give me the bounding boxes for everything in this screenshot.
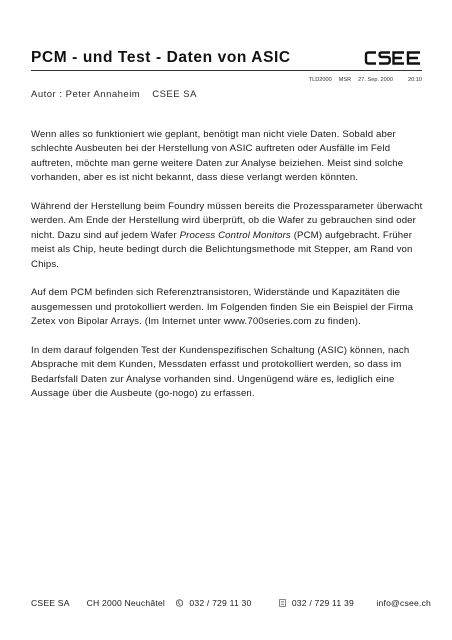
footer-fax-number: 032 / 729 11 39 (291, 598, 354, 608)
paragraph-2-text-a: Während der Herstellung beim Foundry müssen bereits die Prozessparameter überwacht werden. Am Ende der Herstellung wird überprüft, ob die Wafer zu gebrauchen sind oder nicht. Dazu sind auf jedem Wafer (31, 201, 423, 241)
footer-fax (279, 598, 377, 608)
header-rule (31, 70, 422, 71)
phone-icon (176, 599, 183, 607)
paragraph-1: Wenn alles so funktioniert wie geplant, benötigt man nicht viele Daten. Sobald aber schlechte Ausbeuten bei der Herstellung von ASIC auftreten oder Ausfälle im Feld auftreten, möchte man gerne weitere Daten zur Analyse beiziehen. Meist sind solche vorhanden, aber es ist nicht bekannt, dass diese verlangt werden könnten. (31, 129, 404, 184)
doc-time: 20:10 (408, 77, 422, 83)
csee-logo (364, 50, 422, 66)
paragraph-3: Auf dem PCM befinden sich Referenztransistoren, Widerstände und Kapazitäten die ausgemessen und protokolliert werden. Im Folgenden finden Sie ein Beispiel der Firma Zetex von Bipolar Arrays. (Im Internet unter www.700series.com zu finden). (31, 287, 414, 328)
page-title: PCM - und Test - Daten von ASIC (31, 49, 291, 66)
author-line (31, 89, 197, 100)
footer-phone (176, 598, 278, 608)
page-footer (31, 598, 431, 608)
fax-icon (279, 599, 286, 607)
author-code: MSR (338, 77, 352, 83)
paragraph-2-text-b: (PCM) aufgebracht. Früher meist als Chip, heute bedingt durch die Belichtungsmethode mit Stepper, am Rand von Chips. (31, 229, 413, 270)
document-meta (309, 77, 422, 83)
paragraph-4: In dem darauf folgenden Test der Kundenspezifischen Schaltung (ASIC) können, nach Absprache mit dem Kunden, Messdaten erfasst und protokolliert werden, so dass im Bedarfsfall Daten zur Analyse vorhanden sind. Ungenügend wäre es, lediglich eine Aussage über die Ausbeute (go-nogo) zu erfassen. (31, 345, 410, 400)
document-body (31, 128, 426, 416)
footer-phone-number: 032 / 729 11 30 (189, 598, 252, 608)
author-label: Autor : Peter Annaheim (31, 89, 141, 100)
footer-city: CH 2000 Neuchâtel (86, 598, 166, 608)
author-company: CSEE SA (152, 89, 197, 100)
paragraph-2-emphasis: Process Control Monitors (179, 229, 291, 241)
doc-date: 27. Sep. 2000 (358, 77, 393, 83)
footer-email[interactable]: info@csee.ch (376, 598, 431, 608)
paragraph-2 (31, 200, 426, 272)
footer-company: CSEE SA (31, 598, 70, 608)
doc-code: TLD2000 (308, 77, 332, 83)
